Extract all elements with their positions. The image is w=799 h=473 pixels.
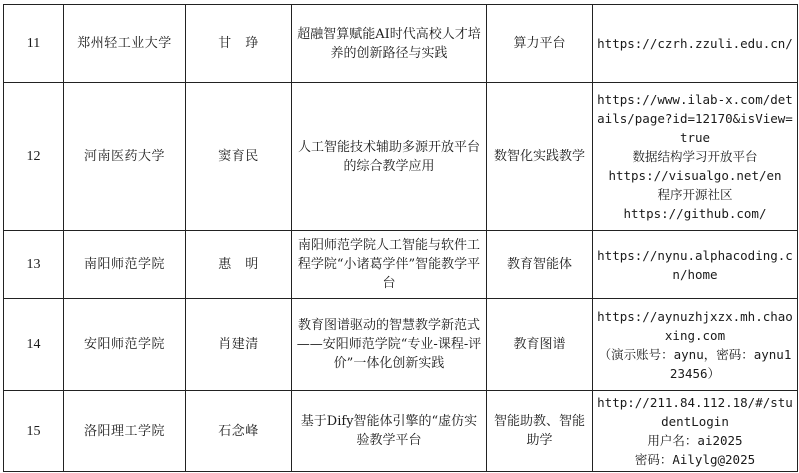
demo-account: （演示账号：aynu，密码：aynu123456） [598, 346, 792, 381]
link-text[interactable]: https://czrh.zzuli.edu.cn/ [597, 36, 793, 51]
university-name: 南阳师范学院 [64, 231, 186, 299]
platform-links [593, 83, 798, 231]
platform-links [593, 231, 798, 299]
category: 数智化实践教学 [487, 83, 593, 231]
platform-links [593, 299, 798, 391]
platform-links [593, 5, 798, 83]
category: 教育图谱 [487, 299, 593, 391]
category: 算力平台 [487, 5, 593, 83]
project-title: 南阳师范学院人工智能与软件工程学院“小诸葛学伴”智能教学平台 [292, 231, 487, 299]
university-name: 安阳师范学院 [64, 299, 186, 391]
link-caption: 程序开源社区 [657, 187, 733, 202]
row-number: 15 [4, 391, 64, 472]
person-name: 惠 明 [186, 231, 292, 299]
username: 用户名：ai2025 [647, 433, 743, 448]
category: 教育智能体 [487, 231, 593, 299]
university-name: 郑州轻工业大学 [64, 5, 186, 83]
link-text[interactable]: https://aynuzhjxzx.mh.chaoxing.com [597, 308, 793, 343]
project-title: 人工智能技术辅助多源开放平台的综合教学应用 [292, 83, 487, 231]
person-name: 石念峰 [186, 391, 292, 472]
person-name: 甘 琤 [186, 5, 292, 83]
university-name: 河南医药大学 [64, 83, 186, 231]
category: 智能助教、智能助学 [487, 391, 593, 472]
project-title: 教育图谱驱动的智慧教学新范式——安阳师范学院“专业-课程-评价”一体化创新实践 [292, 299, 487, 391]
table-row [4, 83, 798, 231]
link-text[interactable]: https://github.com/ [623, 206, 767, 221]
person-name: 肖建清 [186, 299, 292, 391]
project-title: 基于Dify智能体引擎的“虚仿实验教学平台 [292, 391, 487, 472]
link-text[interactable]: https://visualgo.net/en [608, 168, 782, 183]
link-text[interactable]: https://www.ilab-x.com/details/page?id=12170&isView=true [597, 92, 793, 145]
link-caption: 数据结构学习开放平台 [632, 149, 758, 164]
table-row [4, 391, 798, 472]
platform-links [593, 391, 798, 472]
project-table [3, 4, 798, 472]
person-name: 窦育民 [186, 83, 292, 231]
row-number: 12 [4, 83, 64, 231]
table-row [4, 299, 798, 391]
password: 密码：Ailylg@2025 [634, 452, 756, 467]
row-number: 11 [4, 5, 64, 83]
link-text[interactable]: https://nynu.alphacoding.cn/home [597, 247, 793, 282]
row-number: 13 [4, 231, 64, 299]
row-number: 14 [4, 299, 64, 391]
university-name: 洛阳理工学院 [64, 391, 186, 472]
table-row [4, 5, 798, 83]
table-row [4, 231, 798, 299]
project-title: 超融智算赋能AI时代高校人才培养的创新路径与实践 [292, 5, 487, 83]
link-text[interactable]: http://211.84.112.18/#/studentLogin [597, 395, 793, 429]
